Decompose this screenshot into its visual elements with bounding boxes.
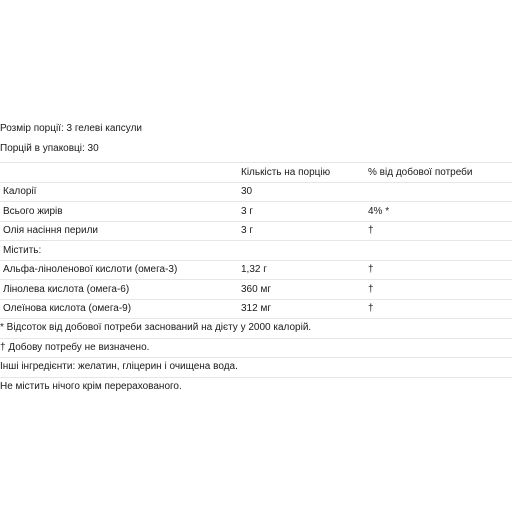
table-row	[0, 182, 512, 202]
nutrient-amount: 360 мг	[238, 280, 365, 300]
nutrient-name: Олеїнова кислота (омега-9)	[0, 299, 238, 319]
nutrient-amount: 312 мг	[238, 299, 365, 319]
column-header-daily-value: % від добової потреби	[365, 163, 512, 183]
nutrient-daily-value: †	[365, 280, 512, 300]
nutrient-amount: 30	[238, 182, 365, 202]
footnotes	[0, 319, 512, 396]
footnote-not-established: † Добову потребу не визначено.	[0, 339, 512, 359]
nutrient-daily-value	[365, 241, 512, 261]
table-row	[0, 241, 512, 261]
nutrient-amount: 3 г	[238, 202, 365, 222]
nutrient-daily-value	[365, 182, 512, 202]
other-ingredients: Інші інгредієнти: желатин, гліцерин і очищена вода.	[0, 358, 512, 378]
servings-per-container: Порцій в упаковці: 30	[0, 143, 99, 154]
footnote-daily-value-basis: * Відсоток від добової потреби заснований на дієту у 2000 калорій.	[0, 319, 512, 339]
column-header-nutrient	[0, 163, 238, 183]
nutrient-amount: 1,32 г	[238, 260, 365, 280]
nutrient-amount	[238, 241, 365, 261]
table-row	[0, 299, 512, 319]
column-header-amount: Кількість на порцію	[238, 163, 365, 183]
nutrition-facts-table	[0, 162, 512, 319]
contains-nothing-else: Не містить нічого крім перерахованого.	[0, 380, 182, 392]
nutrient-name: Олія насіння перили	[0, 221, 238, 241]
table-row	[0, 280, 512, 300]
nutrient-daily-value: †	[365, 260, 512, 280]
nutrient-name: Альфа-ліноленової кислоти (омега-3)	[0, 260, 238, 280]
table-header-row	[0, 163, 512, 183]
nutrient-daily-value: †	[365, 299, 512, 319]
nutrient-name: Всього жирів	[0, 202, 238, 222]
nutrient-daily-value: †	[365, 221, 512, 241]
table-row	[0, 202, 512, 222]
nutrient-name: Калорії	[0, 182, 238, 202]
serving-size: Розмір порції: 3 гелеві капсули	[0, 123, 143, 134]
nutrient-name: Лінолева кислота (омега-6)	[0, 280, 238, 300]
nutrient-name: Містить:	[0, 241, 238, 261]
table-row	[0, 221, 512, 241]
nutrient-daily-value: 4% *	[365, 202, 512, 222]
nutrient-amount: 3 г	[238, 221, 365, 241]
table-row	[0, 260, 512, 280]
